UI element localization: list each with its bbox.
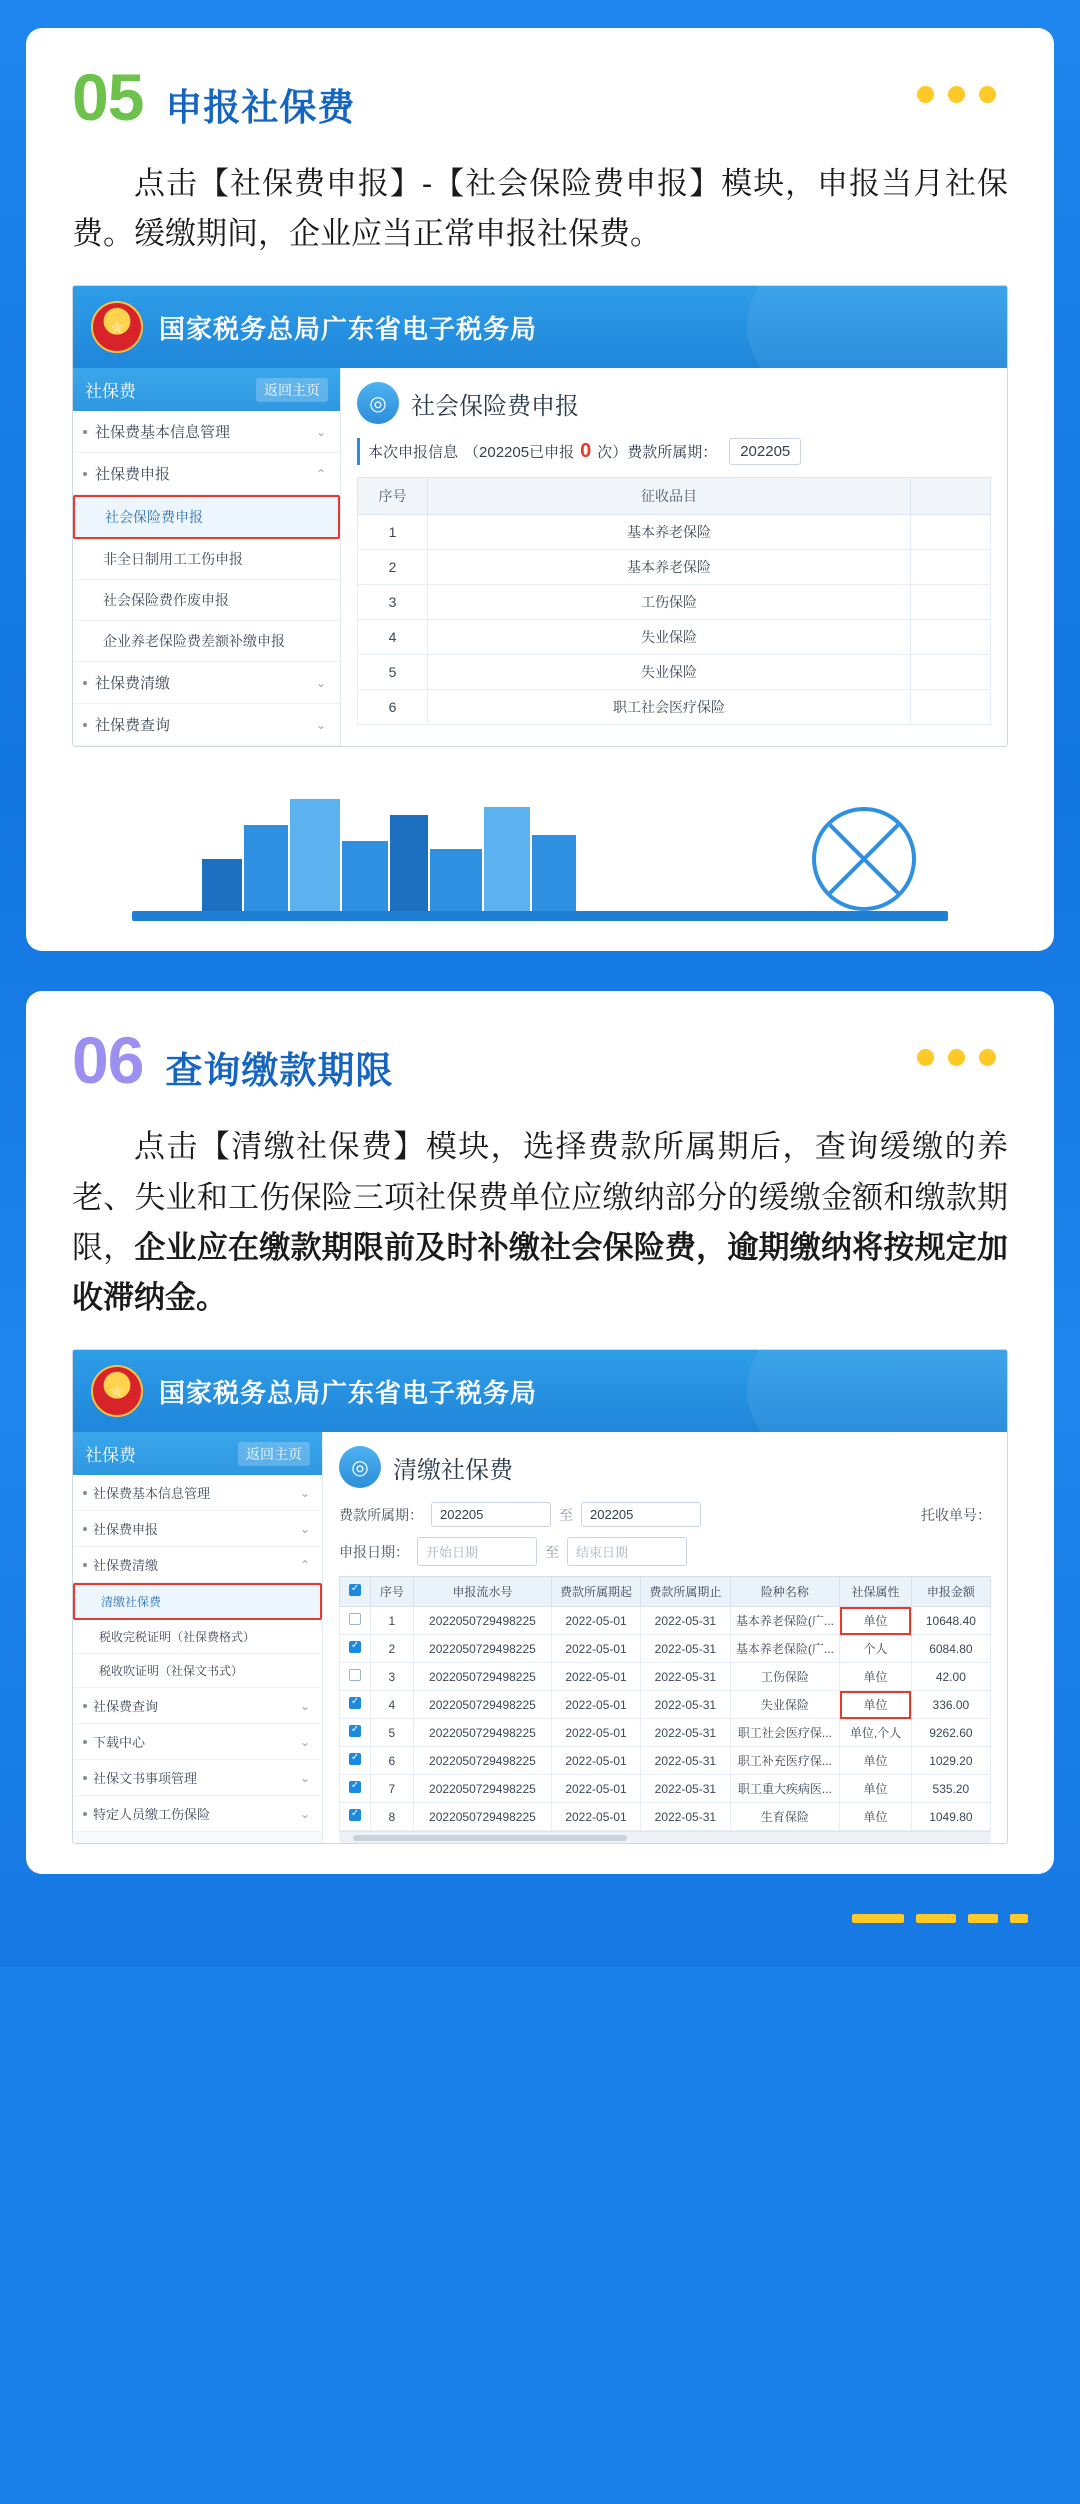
cell-declared-amount: 535.20: [911, 1775, 990, 1803]
col-extra: [911, 478, 991, 515]
sidebar-item-label: 社保文书事项管理: [93, 1771, 198, 1787]
chevron-down-icon: ⌄: [299, 1770, 310, 1785]
table-row[interactable]: [340, 1747, 991, 1775]
sidebar-header: [73, 1432, 322, 1475]
cell-period-end: 2022-05-31: [641, 1775, 730, 1803]
cell-declared-amount: 336.00: [911, 1691, 990, 1719]
cell-declared-amount: 1049.80: [911, 1803, 990, 1831]
cell-social-attribute: 单位: [840, 1775, 911, 1803]
sidebar-subitem-settle-social-insurance[interactable]: 清缴社保费: [73, 1583, 322, 1620]
table-row[interactable]: [340, 1663, 991, 1691]
sidebar-item-basic-info[interactable]: [73, 411, 340, 453]
bottom-dash-decoration: [26, 1914, 1054, 1923]
section-paragraph: 点击【社保费申报】-【社会保险费申报】模块，申报当月社保费。缓缴期间，企业应当正常申报社保费。: [72, 166, 1008, 252]
cell-insurance-name: 职工重大疾病医...: [730, 1775, 840, 1803]
section-paragraph: [72, 1122, 1008, 1323]
col-index: 序号: [358, 478, 428, 515]
sidebar-item-label: 社保费清缴: [93, 1558, 159, 1574]
cell-serial: 2022050729498225: [414, 1803, 552, 1831]
table-row[interactable]: [340, 1635, 991, 1663]
range-separator-icon: 至: [559, 1506, 573, 1523]
col-select-all[interactable]: [340, 1577, 371, 1607]
screenshot-settlement-query: [72, 1349, 1008, 1844]
cell-period-start: 2022-05-01: [551, 1663, 640, 1691]
cell-insurance-name: 生育保险: [730, 1803, 840, 1831]
collection-items-table: [357, 477, 991, 725]
sidebar-subitem-social-insurance-declaration[interactable]: 社会保险费申报: [73, 495, 340, 539]
col-period-end: 费款所属期止: [641, 1577, 730, 1607]
cell-insurance-name: 工伤保险: [730, 1663, 840, 1691]
cell-period-start: 2022-05-01: [551, 1691, 640, 1719]
ground-line: [132, 911, 948, 921]
chevron-down-icon: ⌄: [315, 424, 326, 439]
app-header: [73, 286, 1007, 368]
bullet-icon: [83, 1491, 87, 1495]
sidebar-header-label: 社保费: [85, 382, 136, 402]
sidebar-item-query[interactable]: [73, 1688, 322, 1724]
sidebar-item-label: 社保费基本信息管理: [93, 1486, 211, 1502]
paragraph-bold: 企业应在缴款期限前及时补缴社会保险费，逾期缴纳将按规定加收滞纳金。: [72, 1229, 1009, 1316]
period-from-input[interactable]: 202205: [431, 1502, 551, 1527]
cell-extra: [911, 515, 991, 550]
sidebar: [73, 368, 341, 746]
cell-period-start: 2022-05-01: [551, 1747, 640, 1775]
cell-extra: [911, 550, 991, 585]
cell-serial: 2022050729498225: [414, 1663, 552, 1691]
row-checkbox-cell[interactable]: [340, 1635, 371, 1663]
bullet-icon: [83, 681, 87, 685]
cell-serial: 2022050729498225: [414, 1607, 552, 1635]
app-header: [73, 1350, 1007, 1432]
row-checkbox-cell[interactable]: [340, 1747, 371, 1775]
cell-index: 1: [370, 1607, 413, 1635]
row-checkbox-cell[interactable]: [340, 1775, 371, 1803]
sidebar-item-settlement[interactable]: [73, 1547, 322, 1583]
bullet-icon: [83, 723, 87, 727]
sidebar-item-download-center[interactable]: [73, 1724, 322, 1760]
panel-title: 社会保险费申报: [411, 392, 579, 420]
app-title: 国家税务总局广东省电子税务局: [159, 1377, 538, 1408]
section-number: 06: [72, 1023, 144, 1098]
row-checkbox[interactable]: [349, 1781, 361, 1793]
filter-label-date: 申报日期：: [339, 1543, 409, 1560]
section-header-05: [72, 60, 1008, 134]
cell-period-start: 2022-05-01: [551, 1607, 640, 1635]
col-index: 序号: [370, 1577, 413, 1607]
cell-insurance-name: 职工社会医疗保...: [730, 1719, 840, 1747]
cell-period-end: 2022-05-31: [641, 1635, 730, 1663]
social-insurance-icon: ◎: [357, 382, 399, 424]
table-row[interactable]: [340, 1803, 991, 1831]
table-row[interactable]: [358, 620, 991, 655]
city-skyline-illustration: [72, 771, 1008, 921]
bullet-icon: [83, 472, 87, 476]
row-checkbox-cell[interactable]: [340, 1663, 371, 1691]
chevron-down-icon: ⌄: [299, 1734, 310, 1749]
table-header-row: [340, 1577, 991, 1607]
cell-social-attribute: 单位: [840, 1663, 911, 1691]
horizontal-scrollbar[interactable]: [339, 1831, 991, 1843]
cell-index: 5: [370, 1719, 413, 1747]
sidebar-item-query[interactable]: [73, 704, 340, 746]
bullet-icon: [83, 1704, 87, 1708]
select-all-checkbox[interactable]: [349, 1584, 361, 1596]
bullet-icon: [83, 1740, 87, 1744]
cell-serial: 2022050729498225: [414, 1691, 552, 1719]
cell-index: 6: [358, 690, 428, 725]
cell-index: 4: [358, 620, 428, 655]
paragraph-normal: 点击【清缴社保费】模块，选择费款所属期后，查询缓缴的养老、失业和工伤保险三项社保费单位应缴纳部分的缓缴金额和缴款期限，: [72, 1129, 1008, 1265]
sidebar-item-label: 社保费基本信息管理: [95, 424, 231, 442]
sidebar-item-label: 下载中心: [93, 1735, 146, 1751]
chevron-down-icon: ⌄: [299, 1485, 310, 1500]
cell-period-end: 2022-05-31: [641, 1663, 730, 1691]
bullet-icon: [83, 1812, 87, 1816]
sidebar-item-label: 社保费清缴: [95, 675, 171, 693]
bullet-icon: [83, 1776, 87, 1780]
section-title: 申报社保费: [165, 87, 356, 128]
cell-extra: [911, 585, 991, 620]
cell-item: 失业保险: [428, 655, 911, 690]
table-row[interactable]: [358, 515, 991, 550]
sidebar-item-settlement[interactable]: [73, 662, 340, 704]
sidebar-item-label: 社保费申报: [93, 1522, 159, 1538]
col-serial: 申报流水号: [414, 1577, 552, 1607]
main-panel: [323, 1432, 1007, 1843]
cell-index: 3: [370, 1663, 413, 1691]
cell-extra: [911, 655, 991, 690]
section-card-05: [26, 28, 1054, 951]
main-panel: [341, 368, 1007, 746]
cell-insurance-name: 失业保险: [730, 1691, 840, 1719]
sidebar-item-declaration[interactable]: [73, 1511, 322, 1547]
table-row[interactable]: [340, 1775, 991, 1803]
table-row[interactable]: [340, 1607, 991, 1635]
row-checkbox-cell[interactable]: [340, 1803, 371, 1831]
cell-extra: [911, 690, 991, 725]
row-checkbox-cell[interactable]: [340, 1691, 371, 1719]
cell-declared-amount: 10648.40: [911, 1607, 990, 1635]
row-checkbox[interactable]: [349, 1697, 361, 1709]
period-input[interactable]: 202205: [729, 438, 801, 465]
sidebar: [73, 1432, 323, 1843]
section-header-06: [72, 1023, 1008, 1098]
table-row[interactable]: [358, 690, 991, 725]
chevron-up-icon: ⌃: [315, 466, 326, 481]
info-suffix: 次）费款所属期：: [597, 444, 718, 462]
row-checkbox[interactable]: [349, 1669, 361, 1681]
cell-declared-amount: 9262.60: [911, 1719, 990, 1747]
cell-declared-amount: 42.00: [911, 1663, 990, 1691]
chevron-down-icon: ⌄: [299, 1806, 310, 1821]
section-number: 05: [72, 60, 144, 134]
table-row[interactable]: [358, 550, 991, 585]
info-middle: （202205已申报: [464, 444, 575, 462]
row-checkbox[interactable]: [349, 1725, 361, 1737]
cell-index: 7: [370, 1775, 413, 1803]
cell-index: 2: [370, 1635, 413, 1663]
table-row[interactable]: [340, 1719, 991, 1747]
cell-item: 失业保险: [428, 620, 911, 655]
national-emblem-icon: [91, 1365, 143, 1417]
cell-declared-amount: 6084.80: [911, 1635, 990, 1663]
app-title: 国家税务总局广东省电子税务局: [159, 313, 538, 344]
sidebar-item-document-management[interactable]: [73, 1760, 322, 1796]
sidebar-subitem-pension-difference[interactable]: 企业养老保险费差额补缴申报: [73, 621, 340, 662]
row-checkbox[interactable]: [349, 1641, 361, 1653]
sidebar-item-special-personnel[interactable]: [73, 1796, 322, 1832]
date-to-input[interactable]: 结束日期: [567, 1537, 687, 1566]
national-emblem-icon: [91, 301, 143, 353]
row-checkbox-cell[interactable]: [340, 1607, 371, 1635]
chevron-up-icon: ⌃: [299, 1557, 310, 1572]
bullet-icon: [83, 1527, 87, 1531]
range-separator-icon: 至: [545, 1543, 559, 1560]
cell-social-attribute: 单位: [840, 1747, 911, 1775]
cell-period-start: 2022-05-01: [551, 1803, 640, 1831]
cell-index: 1: [358, 515, 428, 550]
cell-insurance-name: 基本养老保险(广...: [730, 1635, 840, 1663]
table-row[interactable]: [358, 655, 991, 690]
sidebar-item-label: 社保费查询: [93, 1699, 159, 1715]
cell-period-start: 2022-05-01: [551, 1719, 640, 1747]
filter-row-period: [339, 1502, 991, 1527]
filter-row-date: [339, 1537, 991, 1566]
row-checkbox[interactable]: [349, 1753, 361, 1765]
sidebar-subitem-tax-certificate-social[interactable]: 税收完税证明（社保费格式）: [73, 1620, 322, 1654]
sidebar-subitem-tax-certificate-doc[interactable]: 税收吹证明（社保文书式）: [73, 1654, 322, 1688]
cell-period-end: 2022-05-31: [641, 1691, 730, 1719]
sidebar-item-label: 社保费申报: [95, 466, 171, 484]
cell-index: 3: [358, 585, 428, 620]
cell-serial: 2022050729498225: [414, 1747, 552, 1775]
decorative-dots-06: [917, 1049, 996, 1066]
back-to-home-button[interactable]: 返回主页: [256, 378, 328, 402]
declaration-count: 0: [580, 440, 592, 463]
info-prefix: 本次申报信息: [368, 444, 459, 462]
sidebar-item-label: 特定人员缴工伤保险: [93, 1807, 211, 1823]
settlement-table: [339, 1576, 991, 1831]
cell-period-start: 2022-05-01: [551, 1635, 640, 1663]
chevron-down-icon: ⌄: [299, 1698, 310, 1713]
sidebar-item-basic-info[interactable]: [73, 1475, 322, 1511]
cell-item: 基本养老保险: [428, 515, 911, 550]
col-declared-amount: 申报金额: [911, 1577, 990, 1607]
period-to-input[interactable]: 202205: [581, 1502, 701, 1527]
cell-period-end: 2022-05-31: [641, 1607, 730, 1635]
col-insurance-name: 险种名称: [730, 1577, 840, 1607]
decorative-dots-05: [917, 86, 996, 103]
cell-social-attribute: 个人: [840, 1635, 911, 1663]
bullet-icon: [83, 430, 87, 434]
cell-index: 8: [370, 1803, 413, 1831]
section-card-06: [26, 991, 1054, 1874]
sidebar-item-label: 社保费查询: [95, 717, 171, 735]
cell-serial: 2022050729498225: [414, 1635, 552, 1663]
sidebar-item-declaration[interactable]: [73, 453, 340, 495]
cell-social-attribute: 单位: [840, 1803, 911, 1831]
cell-social-attribute: 单位,个人: [840, 1719, 911, 1747]
settlement-icon: ◎: [339, 1446, 381, 1488]
cell-index: 4: [370, 1691, 413, 1719]
cell-social-attribute: 单位: [840, 1607, 911, 1635]
cell-period-start: 2022-05-01: [551, 1775, 640, 1803]
cell-item: 工伤保险: [428, 585, 911, 620]
cell-insurance-name: 基本养老保险(广...: [730, 1607, 840, 1635]
chevron-down-icon: ⌄: [315, 675, 326, 690]
col-period-start: 费款所属期起: [551, 1577, 640, 1607]
table-row[interactable]: [340, 1691, 991, 1719]
cell-index: 6: [370, 1747, 413, 1775]
table-row[interactable]: [358, 585, 991, 620]
row-checkbox[interactable]: [349, 1809, 361, 1821]
panel-title: 清缴社保费: [393, 1456, 513, 1484]
cell-period-end: 2022-05-31: [641, 1803, 730, 1831]
cell-item: 基本养老保险: [428, 550, 911, 585]
collection-number-label: 托收单号：: [921, 1506, 991, 1523]
sidebar-header-label: 社保费: [85, 1446, 136, 1466]
declaration-info-bar: [357, 438, 991, 465]
cell-insurance-name: 职工补充医疗保...: [730, 1747, 840, 1775]
cell-social-attribute: 单位: [840, 1691, 911, 1719]
bullet-icon: [83, 1563, 87, 1567]
row-checkbox-cell[interactable]: [340, 1719, 371, 1747]
cell-item: 职工社会医疗保险: [428, 690, 911, 725]
cell-index: 5: [358, 655, 428, 690]
cell-extra: [911, 620, 991, 655]
cell-index: 2: [358, 550, 428, 585]
col-item: 征收品目: [428, 478, 911, 515]
cell-serial: 2022050729498225: [414, 1775, 552, 1803]
sidebar-header: [73, 368, 340, 411]
date-from-input[interactable]: 开始日期: [417, 1537, 537, 1566]
cell-period-end: 2022-05-31: [641, 1747, 730, 1775]
chevron-down-icon: ⌄: [315, 717, 326, 732]
cell-declared-amount: 1029.20: [911, 1747, 990, 1775]
screenshot-social-insurance-declaration: [72, 285, 1008, 747]
sidebar-subitem-parttime-injury[interactable]: 非全日制用工工伤申报: [73, 539, 340, 580]
filter-label-period: 费款所属期：: [339, 1506, 423, 1523]
cell-serial: 2022050729498225: [414, 1719, 552, 1747]
chevron-down-icon: ⌄: [299, 1521, 310, 1536]
col-social-attribute: 社保属性: [840, 1577, 911, 1607]
cell-period-end: 2022-05-31: [641, 1719, 730, 1747]
row-checkbox[interactable]: [349, 1613, 361, 1625]
ferris-wheel-icon: [812, 807, 916, 911]
table-header-row: [358, 478, 991, 515]
back-to-home-button[interactable]: 返回主页: [238, 1442, 310, 1466]
section-title: 查询缴款期限: [165, 1050, 394, 1092]
sidebar-subitem-void-declaration[interactable]: 社会保险费作废申报: [73, 580, 340, 621]
